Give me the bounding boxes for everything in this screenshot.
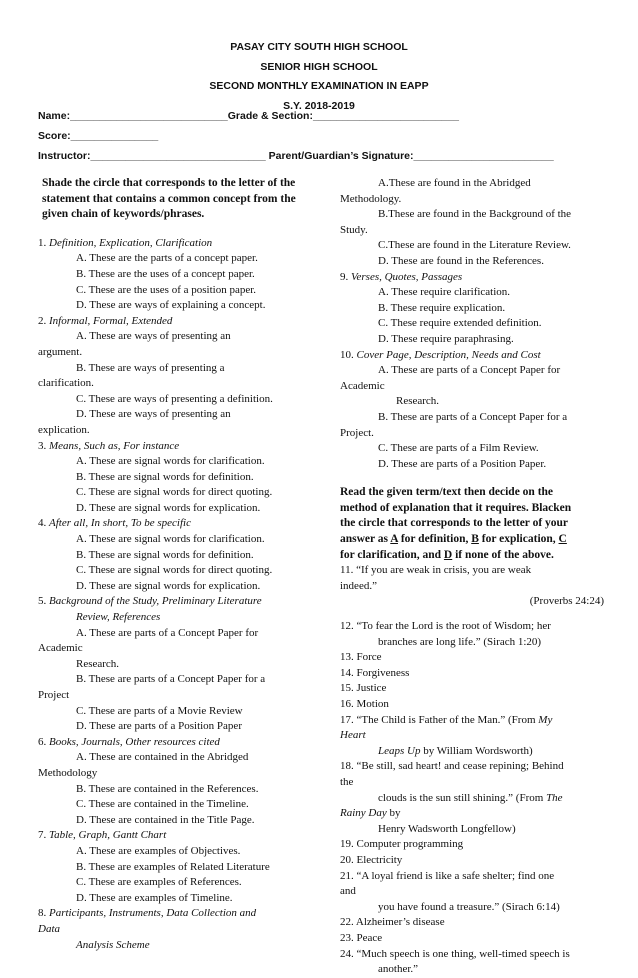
option-d[interactable]: D. These are ways of explaining a concept. (76, 299, 266, 312)
item-20: 20. Electricity (340, 853, 403, 866)
option-c[interactable]: C. These are parts of a Movie Review (76, 704, 243, 717)
question-number: 8. (38, 907, 47, 920)
option-c[interactable]: C. These are parts of a Film Review. (378, 442, 539, 455)
item-18-wrap: the (340, 775, 354, 788)
item-title: Rainy Day (340, 807, 387, 820)
option-c[interactable]: C. These are signal words for direct quoting. (76, 564, 273, 577)
question-number: 5. (38, 595, 47, 608)
question-text: Books, Journals, Other resources cited (49, 735, 220, 748)
letter-b: B (471, 533, 479, 546)
option-a[interactable]: A.These are found in the Abridged (378, 177, 531, 189)
instruction-line: Read the given term/text then decide on the (340, 486, 554, 499)
option-a-wrap-2: Research. (396, 395, 440, 408)
question-text-wrap: Data (38, 922, 60, 935)
question-number: 1. (38, 236, 47, 249)
item-15: 15. Justice (340, 682, 387, 695)
question-9 (340, 270, 604, 286)
option-b[interactable]: B. These require explication. (378, 301, 506, 314)
question-6 (38, 735, 308, 751)
instructor-field[interactable]: Instructor:______________________________ (38, 150, 266, 162)
option-a-wrap: Methodology. (340, 192, 402, 205)
question-3 (38, 439, 308, 455)
instruction-line: given chain of keywords/phrases. (42, 208, 205, 221)
option-b[interactable]: B. These are the uses of a concept paper. (76, 267, 255, 280)
option-c[interactable]: C. These are the uses of a position paper. (76, 283, 257, 296)
question-text: After all, In short, To be specific (49, 517, 191, 530)
item-18-author: Henry Wadsworth Longfellow) (378, 822, 516, 835)
item-11: 11. “If you are weak in crisis, you are weak (340, 564, 532, 577)
letter-c: C (558, 533, 567, 546)
school-name: PASAY CITY SOUTH HIGH SCHOOL (230, 41, 408, 53)
question-4 (38, 516, 308, 532)
option-b[interactable]: B. These are ways of presenting a (76, 361, 225, 374)
instruction-line: statement that contains a common concept from the (42, 192, 296, 205)
option-a-wrap: Academic (38, 642, 83, 655)
student-info-fields (38, 106, 598, 166)
item-12-wrap: branches are long life.” (Sirach 1:20) (378, 635, 542, 648)
exam-header (0, 38, 638, 116)
item-21-wrap-2: you have found a treasure.” (Sirach 6:14) (378, 900, 560, 913)
instruction-text: for definition, (397, 533, 472, 546)
option-a[interactable]: A. These are the parts of a concept paper. (76, 252, 258, 265)
name-grade-row (38, 106, 598, 126)
item-title-wrap: Heart (340, 729, 366, 742)
item-author: by William Wordsworth) (420, 744, 533, 757)
question-1 (38, 236, 308, 252)
item-21: 21. “A loyal friend is like a safe shelter; find one (340, 869, 555, 882)
item-24-wrap: another.” (378, 963, 419, 976)
item-14: 14. Forgiveness (340, 666, 410, 679)
question-text: Verses, Quotes, Passages (351, 270, 463, 283)
option-d[interactable]: D. These require paraphrasing. (378, 332, 514, 345)
option-b[interactable]: B. These are signal words for definition. (76, 470, 254, 483)
instruction-line: method of explanation that it requires. Blacken (340, 501, 572, 514)
question-number: 2. (38, 314, 47, 327)
question-text-wrap-2: Analysis Scheme (76, 938, 150, 951)
item-23: 23. Peace (340, 931, 383, 944)
letter-a: A (390, 533, 398, 546)
parent-signature-field[interactable]: Parent/Guardian’s Signature:________________________ (268, 150, 554, 162)
question-text: Definition, Explication, Clarification (49, 236, 213, 249)
option-c[interactable]: C. These are signal words for direct quoting. (76, 486, 273, 499)
instruction-line (340, 532, 604, 548)
option-d[interactable]: D. These are signal words for explication. (76, 501, 261, 514)
option-c[interactable]: C. These require extended definition. (378, 317, 542, 330)
question-10 (340, 348, 604, 364)
question-number: 3. (38, 439, 47, 452)
option-a-wrap: argument. (38, 345, 83, 358)
question-5 (38, 594, 308, 610)
question-2 (38, 314, 308, 330)
instruction-text: answer as (340, 533, 391, 546)
exam-title: SECOND MONTHLY EXAMINATION IN EAPP (209, 80, 429, 92)
right-column (340, 176, 604, 978)
score-field[interactable]: Score:_______________ (38, 130, 159, 142)
option-d[interactable]: D. These are examples of Timeline. (76, 891, 233, 904)
option-c[interactable]: C.These are found in the Literature Review. (378, 239, 571, 252)
option-b-wrap: clarification. (38, 377, 94, 390)
item-text: 17. “The Child is Father of the Man.” (From (340, 713, 539, 726)
option-a-wrap: Academic (340, 379, 385, 392)
question-text-wrap: Review, References (76, 611, 161, 624)
name-field[interactable]: Name:___________________________ (38, 110, 228, 122)
item-22: 22. Alzheimer’s disease (340, 916, 445, 929)
item-18: 18. “Be still, sad heart! and cease repining; Behind (340, 760, 564, 773)
question-number: 10. (340, 348, 354, 361)
instruction-text: if none of the above. (452, 548, 554, 561)
option-b[interactable]: B.These are found in the Background of the (378, 208, 572, 221)
item-21-wrap: and (340, 885, 356, 898)
option-d[interactable]: D. These are signal words for explication. (76, 579, 261, 592)
question-text: Cover Page, Description, Needs and Cost (356, 348, 541, 361)
option-b[interactable]: B. These are parts of a Concept Paper for a (378, 410, 568, 423)
option-a[interactable]: A. These are ways of presenting an (76, 330, 231, 343)
question-number: 4. (38, 517, 47, 530)
instruction-part-1 (38, 176, 308, 223)
item-title: Leaps Up (378, 744, 421, 757)
item-title: My (538, 713, 553, 726)
item-11-wrap: indeed.” (340, 579, 377, 592)
instruction-text: for clarification, and (340, 548, 444, 561)
option-d[interactable]: D. These are found in the References. (378, 254, 544, 267)
item-17-wrap (340, 744, 604, 760)
option-a[interactable]: A. These are parts of a Concept Paper for (378, 364, 561, 377)
option-b[interactable]: B. These are examples of Related Literature (76, 860, 270, 873)
letter-d: D (443, 548, 453, 561)
instruction-part-2 (340, 485, 604, 563)
option-d[interactable]: D. These are contained in the Title Page. (76, 813, 255, 826)
question-text: Table, Graph, Gantt Chart (49, 829, 167, 842)
option-a[interactable]: A. These are contained in the Abridged (76, 751, 249, 764)
option-d[interactable]: D. These are ways of presenting an (76, 408, 231, 421)
option-a[interactable]: A. These require clarification. (378, 286, 511, 299)
instruction-text: for explication, (478, 533, 559, 546)
option-d[interactable]: D. These are parts of a Position Paper (76, 720, 242, 733)
item-16: 16. Motion (340, 698, 389, 710)
item-11-source: (Proverbs 24:24) (529, 595, 604, 608)
item-12: 12. “To fear the Lord is the root of Wisdom; her (340, 620, 551, 633)
option-a[interactable]: A. These are parts of a Concept Paper for (76, 626, 259, 639)
instruction-line: the circle that corresponds to the letter of your (340, 517, 569, 530)
option-a[interactable]: A. These are signal words for clarification. (76, 455, 265, 468)
question-text: Informal, Formal, Extended (49, 314, 173, 327)
instruction-line (340, 548, 604, 564)
option-a[interactable]: A. These are signal words for clarification. (76, 533, 265, 546)
school-year: S.Y. 2018-2019 (283, 99, 355, 112)
instruction-line: Shade the circle that corresponds to the letter of the (42, 177, 296, 189)
option-a[interactable]: A. These are examples of Objectives. (76, 844, 241, 857)
option-a-wrap-2: Research. (76, 657, 120, 670)
item-title: The (546, 791, 563, 804)
option-b[interactable]: B. These are parts of a Concept Paper for a (76, 673, 266, 686)
item-13: 13. Force (340, 651, 382, 664)
option-b[interactable]: B. These are contained in the References. (76, 782, 259, 795)
instructor-parent-row (38, 146, 598, 166)
question-8 (38, 906, 308, 922)
school-level: SENIOR HIGH SCHOOL (260, 60, 378, 73)
item-17 (340, 713, 604, 729)
option-c[interactable]: C. These are contained in the Timeline. (76, 798, 249, 811)
item-text: by (386, 807, 401, 820)
item-24: 24. “Much speech is one thing, well-timed speech is (340, 947, 570, 960)
option-b-wrap: Project. (340, 426, 374, 439)
option-b[interactable]: B. These are signal words for definition. (76, 548, 254, 561)
option-d-wrap: explication. (38, 423, 90, 436)
question-text: Background of the Study, Preliminary Literature (49, 595, 262, 608)
question-number: 6. (38, 735, 47, 748)
question-text: Participants, Instruments, Data Collection and (49, 907, 257, 920)
option-a-wrap: Methodology (38, 766, 98, 779)
option-c[interactable]: C. These are examples of References. (76, 876, 242, 889)
option-c[interactable]: C. These are ways of presenting a definition. (76, 392, 273, 405)
option-b-wrap: Study. (340, 223, 368, 236)
item-18-wrap-3 (340, 806, 604, 822)
grade-section-field[interactable]: Grade & Section:_________________________ (227, 110, 459, 122)
item-19: 19. Computer programming (340, 838, 464, 851)
question-number: 7. (38, 829, 47, 842)
item-text: clouds is the sun still shining.” (From (378, 791, 547, 804)
option-d[interactable]: D. These are parts of a Position Paper. (378, 457, 547, 470)
left-column (38, 176, 308, 953)
item-18-wrap-2 (340, 791, 604, 807)
question-number: 9. (340, 270, 349, 283)
question-7 (38, 828, 308, 844)
option-b-wrap: Project (38, 689, 70, 701)
question-text: Means, Such as, For instance (49, 439, 180, 452)
